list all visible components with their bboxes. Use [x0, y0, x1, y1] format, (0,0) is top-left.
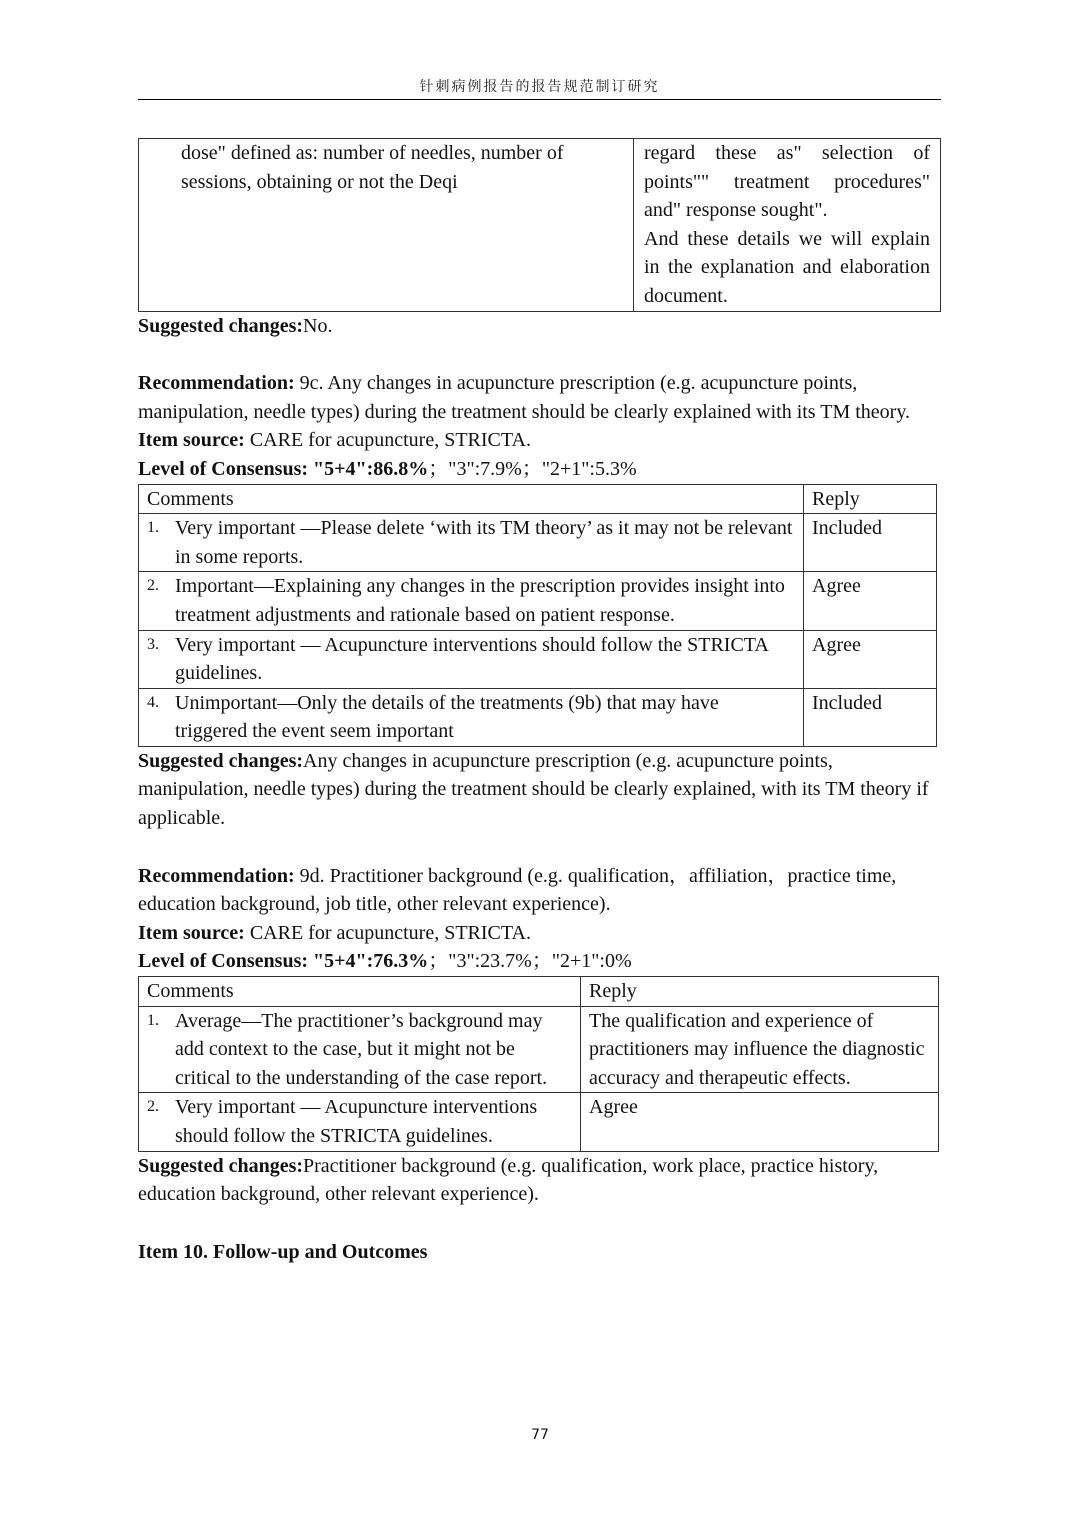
table-row — [139, 630, 937, 688]
comments-table-9c — [138, 484, 937, 747]
reply-text: Included — [804, 688, 937, 746]
item-source-9d: Item source: CARE for acupuncture, STRICTA. — [138, 921, 531, 944]
item-source-label: Item source: — [138, 429, 245, 452]
page-number: 77 — [531, 1427, 549, 1443]
table-row — [139, 1006, 939, 1093]
comment-text: Very important —Please delete ‘with its TM theory’ as it may not be relevant in some reports. — [175, 517, 793, 568]
suggested-label: Suggested changes: — [138, 1154, 304, 1177]
table-row — [139, 1093, 939, 1151]
section-heading-item-10: Item 10. Follow-up and Outcomes — [138, 1240, 428, 1263]
item-source-label: Item source: — [138, 921, 245, 944]
table-header-row — [139, 484, 937, 514]
continued-reply-text-2: And these details we will explain in the explanation and elaboration document. — [644, 227, 930, 307]
reply-text: Agree — [804, 630, 937, 688]
continued-table — [138, 138, 941, 312]
suggested-changes-9c: Suggested changes:Any changes in acupuncture prescription (e.g. acupuncture points, manipulation, needle types) during the treatment should be clearly explained, with its TM theory if applicable. — [138, 749, 929, 830]
suggested-changes-0: Suggested changes:No. — [138, 314, 333, 337]
recommendation-9c: Recommendation: 9c. Any changes in acupuncture prescription (e.g. acupuncture points, manipulation, needle types) during the treatment should be clearly explained with its TM theory. — [138, 372, 911, 423]
consensus-9c — [138, 455, 948, 484]
consensus-other-values: ；"3":7.9%；"2+1":5.3% — [428, 457, 637, 480]
continued-reply-cell — [634, 139, 941, 312]
comment-text: Unimportant—Only the details of the treatments (9b) that may have triggered the event seem important — [175, 691, 719, 743]
reply-text: Included — [804, 514, 937, 572]
reply-text: The qualification and experience of practitioners may influence the diagnostic accuracy and therapeutic effects. — [581, 1006, 939, 1093]
page-content — [138, 138, 948, 1266]
reply-header: Reply — [804, 484, 937, 514]
reply-header: Reply — [581, 977, 939, 1007]
reply-text: Agree — [804, 572, 937, 630]
row-number: 2. — [147, 1098, 159, 1116]
comment-text: Important—Explaining any changes in the prescription provides insight into treatment adjustments and rationale based on patient response. — [175, 575, 785, 626]
page-header: 针刺病例报告的报告规范制订研究 — [419, 79, 660, 95]
consensus-label: Level of Consensus: — [138, 950, 309, 973]
suggested-changes-9d: Suggested changes:Practitioner background (e.g. qualification, work place, practice history, education background, other relevant experience). — [138, 1154, 879, 1206]
recommendation-9d: Recommendation: 9d. Practitioner background (e.g. qualification，affiliation，practice time, education background, job title, other relevant experience). — [138, 864, 897, 916]
comment-text: Very important — Acupuncture interventions should follow the STRICTA guidelines. — [175, 633, 768, 685]
comment-text: Average—The practitioner’s background may add context to the case, but it might not be critical to the understanding of the case report. — [175, 1009, 548, 1089]
row-number: 1. — [147, 1011, 159, 1029]
table-row — [139, 514, 937, 572]
comments-header: Comments — [139, 484, 804, 514]
consensus-other-values: ；"3":23.7%；"2+1":0% — [428, 950, 632, 973]
recommendation-label: Recommendation: — [138, 372, 295, 395]
table-row — [139, 688, 937, 746]
consensus-label: Level of Consensus: — [138, 457, 309, 480]
continued-comment-cell: dose" defined as: number of needles, number of sessions, obtaining or not the Deqi — [139, 139, 634, 312]
header-rule — [138, 99, 941, 100]
consensus-9d — [138, 947, 948, 976]
table-row — [139, 572, 937, 630]
row-number: 4. — [147, 693, 159, 711]
consensus-main-value: "5+4":76.3% — [308, 950, 429, 973]
table-header-row — [139, 977, 939, 1007]
table-row — [139, 139, 941, 312]
comment-text: Very important — Acupuncture interventions should follow the STRICTA guidelines. — [175, 1096, 538, 1147]
comments-table-9d — [138, 976, 939, 1152]
recommendation-label: Recommendation: — [138, 864, 295, 887]
suggested-label: Suggested changes: — [138, 749, 304, 772]
continued-reply-text-1: regard these as" selection of points"" treatment procedures" and" response sought". — [644, 142, 930, 222]
comments-header: Comments — [139, 977, 581, 1007]
item-source-9c: Item source: CARE for acupuncture, STRICTA. — [138, 429, 531, 452]
reply-text: Agree — [581, 1093, 939, 1151]
row-number: 3. — [147, 635, 159, 653]
suggested-label: Suggested changes: — [138, 314, 304, 337]
row-number: 1. — [147, 519, 159, 537]
row-number: 2. — [147, 577, 159, 595]
consensus-main-value: "5+4":86.8% — [308, 457, 429, 480]
